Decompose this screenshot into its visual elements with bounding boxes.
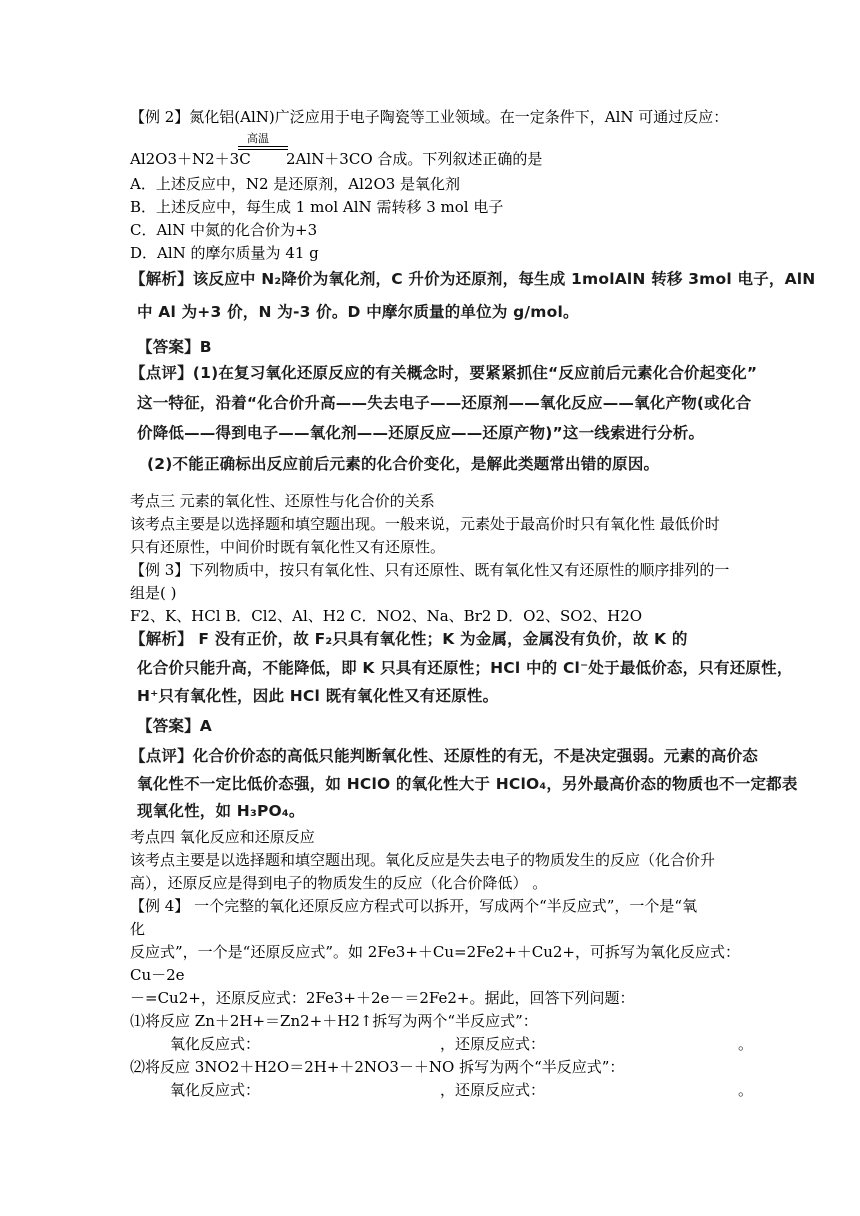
comment-line-3: 价降低——得到电子——氧化剂——还原反应——还原产物)”这一线索进行分析。 (137, 424, 705, 442)
kp4-description-2: 高），还原反应是得到电子的物质发生的反应（化合价降低） 。 (130, 874, 548, 892)
option-a: A．上述反应中，N2 是还原剂，Al2O3 是氧化剂 (130, 175, 461, 193)
example-4-line-4: Cu－2e (130, 966, 185, 984)
example-4-line-1: 【例 4】 一个完整的氧化还原反应方程式可以拆开，写成两个“半反应式”，一个是“氧 (130, 897, 698, 915)
equation-bar-top (238, 146, 288, 147)
example-4-line-2: 化 (130, 920, 146, 938)
analysis-line-1: 【解析】该反应中 N₂降价为氧化剂，C 升价为还原剂，每生成 1molAlN 转移 3mol 电子，AlN (130, 270, 816, 288)
kp3-answer: 【答案】A (137, 717, 212, 735)
section-title-kp3: 考点三 元素的氧化性、还原性与化合价的关系 (130, 492, 435, 510)
comment-line-4: (2)不能正确标出反应前后元素的化合价变化，是解此类题常出错的原因。 (147, 455, 660, 473)
q1-end-mark: 。 (738, 1035, 754, 1053)
equation-products: 2AlN＋3CO 合成。下列叙述正确的是 (286, 150, 543, 168)
equation-reactants: Al2O3＋N2＋3C (130, 150, 251, 168)
kp3-description-1: 该考点主要是以选择题和填空题出现。一般来说，元素处于最高价时只有氧化性 最低价时 (130, 515, 720, 533)
option-d: D．AlN 的摩尔质量为 41 g (130, 244, 319, 262)
question-2-answer-row (170, 1079, 753, 1101)
comment-line-2: 这一特征，沿着“化合价升高——失去电子——还原剂——氧化反应——氧化产物(或化合 (137, 394, 752, 412)
example-3-options: F2、K、HCl B．Cl2、Al、H2 C．NO2、Na、Br2 D．O2、SO2、H2O (130, 607, 643, 625)
section-title-kp4: 考点四 氧化反应和还原反应 (130, 828, 315, 846)
example-2-intro: 【例 2】氮化铝(AlN)广泛应用于电子陶瓷等工业领域。在一定条件下，AlN 可通过反应： (130, 108, 729, 126)
answer: 【答案】B (137, 338, 212, 356)
kp3-analysis-line-2: 化合价只能升高，不能降低，即 K 只具有还原性；HCl 中的 Cl⁻处于最低价态，只有还原性， (137, 659, 793, 677)
kp3-analysis-line-3: H⁺只有氧化性，因此 HCl 既有氧化性又有还原性。 (137, 687, 499, 705)
example-3-line-2: 组是( ) (130, 584, 177, 602)
example-4-line-3: 反应式”，一个是“还原反应式”。如 2Fe3+＋Cu=2Fe2+＋Cu2+，可拆写为氧化反应式： (130, 943, 740, 961)
kp3-analysis-line-1: 【解析】 F 没有正价，故 F₂只具有氧化性；K 为金属，金属没有负价，故 K 的 (130, 630, 688, 648)
question-1: ⑴将反应 Zn＋2H+＝Zn2+＋H2↑拆写为两个“半反应式”： (130, 1012, 538, 1030)
q2-reduction-label: ，还原反应式： (440, 1081, 546, 1099)
analysis-line-2: 中 Al 为+3 价，N 为-3 价。D 中摩尔质量的单位为 g/mol。 (137, 303, 579, 321)
kp3-comment-line-2: 氧化性不一定比低价态强，如 HClO 的氧化性大于 HClO₄，另外最高价态的物质也不一定都表 (137, 775, 798, 793)
question-1-answer-row (170, 1033, 753, 1055)
q2-end-mark: 。 (738, 1081, 754, 1099)
question-2: ⑵将反应 3NO2＋H2O＝2H+＋2NO3－＋NO 拆写为两个“半反应式”： (130, 1058, 625, 1076)
example-4-line-5: －=Cu2+，还原反应式：2Fe3+＋2e－＝2Fe2+。据此，回答下列问题： (130, 989, 635, 1007)
kp3-description-2: 只有还原性，中间价时既有氧化性又有还原性。 (130, 538, 446, 556)
q1-reduction-label: ，还原反应式： (440, 1035, 546, 1053)
comment-line-1: 【点评】(1)在复习氧化还原反应的有关概念时，要紧紧抓住“反应前后元素化合价起变化” (130, 364, 758, 382)
option-b: B．上述反应中，每生成 1 mol AlN 需转移 3 mol 电子 (130, 198, 504, 216)
q1-oxidation-label: 氧化反应式： (170, 1035, 261, 1053)
q2-oxidation-label: 氧化反应式： (170, 1081, 261, 1099)
reaction-condition: 高温 (247, 132, 269, 145)
kp3-comment-line-3: 现氧化性，如 H₃PO₄。 (137, 802, 305, 820)
kp4-description-1: 该考点主要是以选择题和填空题出现。氧化反应是失去电子的物质发生的反应（化合价升 (130, 851, 716, 869)
kp3-comment-line-1: 【点评】化合价价态的高低只能判断氧化性、还原性的有无，不是决定强弱。元素的高价态 (130, 747, 759, 765)
option-c: C．AlN 中氮的化合价为+3 (130, 221, 318, 239)
reaction-equation (130, 133, 730, 173)
example-3-line-1: 【例 3】下列物质中，按只有氧化性、只有还原性、既有氧化性又有还原性的顺序排列的一 (130, 561, 730, 579)
